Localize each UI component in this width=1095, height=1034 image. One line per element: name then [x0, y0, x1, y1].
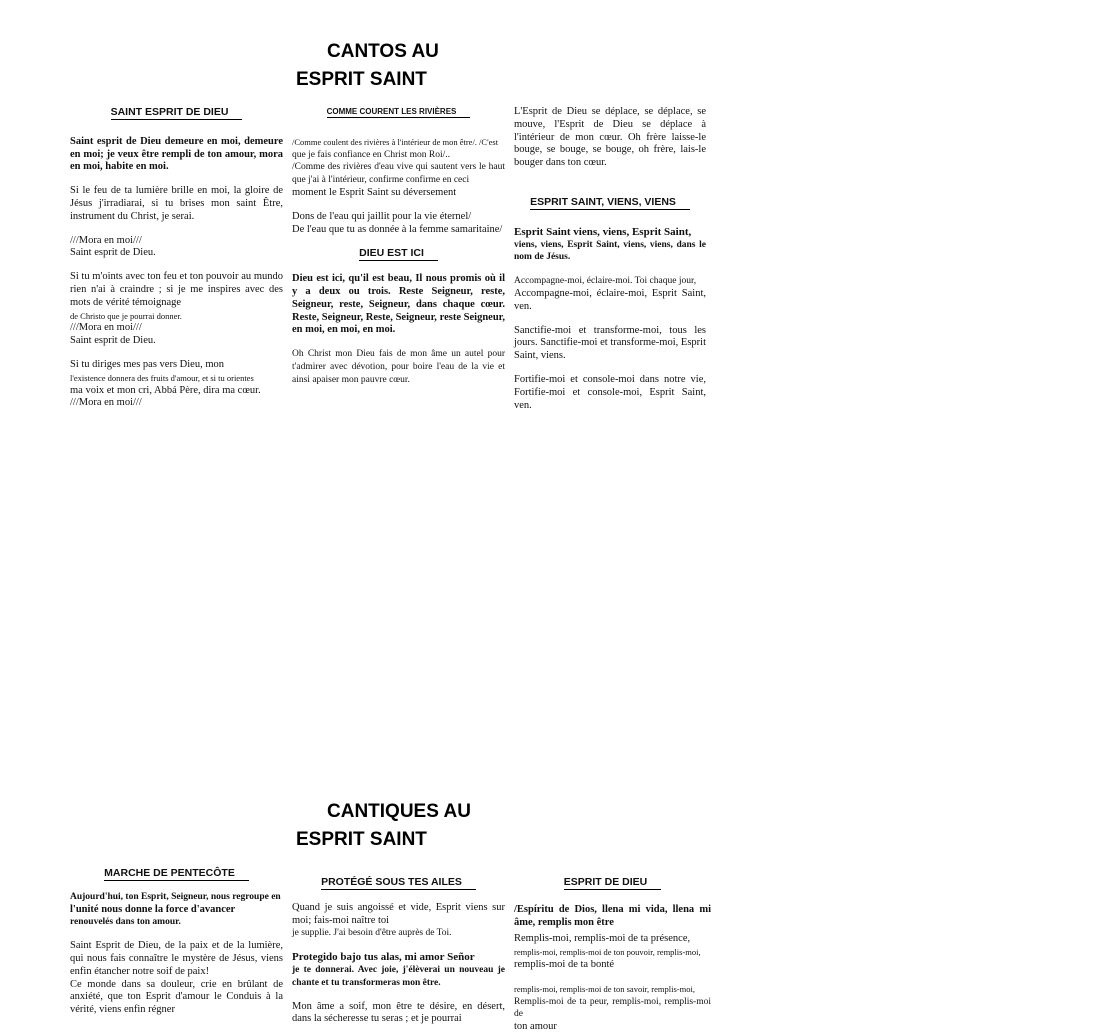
- verse: Ce monde dans sa douleur, crie en brûlant de anxiété, que ton Esprit d'amour le Conduis à la vérité, viens enfin régner: [70, 978, 283, 1016]
- verse: Saint Esprit de Dieu, de la paix et de la lumière, qui nous fais connaître le mystère de Jésus, viens enfin étancher notre soif de paix!: [70, 940, 283, 977]
- verse: Si tu m'oints avec ton feu et ton pouvoir au mundo rien n'ai à craindre ; si je me inspires avec des mots de vérité témoignage: [70, 271, 283, 308]
- verse: /Comme des rivières d'eau vive qui sautent vers le haut que j'ai à l'intérieur, confirme confirme en ceci: [292, 162, 505, 186]
- verse: Accompagne-moi, éclaire-moi. Toi chaque jour,: [514, 276, 697, 287]
- verse: L'Esprit de Dieu se déplace, se déplace, se mouve, l'Esprit de Dieu se déplace à l'intérieur de mon cœur. Oh frère laisse-le bouge, se bouge, se bouge, oh frère, lais-le bouger dans ton cœur.: [514, 106, 706, 169]
- refrain: ///Mora en moi///: [70, 322, 142, 334]
- verse: Mon âme a soif, mon être te désire, en désert, dans la sécheresse tu seras ; et je pourrai: [292, 1000, 505, 1025]
- verse: Sanctifie-moi et transforme-moi, tous les jours. Sanctifie-moi et transforme-moi, Esprit Saint, viens.: [514, 324, 706, 362]
- verse: Si le feu de ta lumière brille en moi, la gloire de Jésus j'irradiarai, si tu brises mon saint Être, instrument du Christ, je serai.: [70, 185, 283, 222]
- bottom-column-3: [514, 876, 711, 1033]
- refrain: Saint esprit de Dieu.: [70, 335, 156, 347]
- verse: je te donnerai. Avec joie, j'élèverai un nouveau je chante et tu transformeras mon être.: [292, 964, 505, 988]
- verse: ton amour: [514, 1021, 557, 1033]
- verse: remplis-moi, remplis-moi de ton savoir, remplis-moi,: [514, 983, 695, 994]
- page-title-line1: CANTOS AU: [327, 41, 439, 62]
- verse: Fortifie-moi et console-moi dans notre vie, Fortifie-moi et console-moi, Esprit Saint, ven.: [514, 373, 706, 411]
- verse: Accompagne-moi, éclaire-moi, Esprit Saint, ven.: [514, 287, 706, 312]
- verse: ma voix et mon cri, Abbá Père, dira ma cœur.: [70, 384, 261, 396]
- verse: Remplis-moi de ta peur, remplis-moi, remplis-moi de: [514, 996, 711, 1020]
- verse: Quand je suis angoissé et vide, Esprit viens sur moi; fais-moi naître toi: [292, 901, 505, 926]
- verse: Si tu diriges mes pas vers Dieu, mon: [70, 358, 224, 370]
- refrain: ///Mora en moi///: [70, 397, 142, 409]
- verse: Oh Christ mon Dieu fais de mon âme un autel pour t'admirer avec dévotion, pour boire l'eau de la vie et ainsi apaiser mon pauvre cœur.: [292, 349, 505, 385]
- top-column-3: [514, 106, 706, 423]
- refrain: ///Mora en moi///: [70, 234, 142, 246]
- refrain: Saint esprit de Dieu.: [70, 247, 156, 259]
- verse: viens, viens, Esprit Saint, viens, viens, dans le nom de Jésus.: [514, 239, 706, 263]
- verse: Protegido bajo tus alas, mi amor Señor: [292, 951, 475, 964]
- bottom-column-1: [70, 867, 283, 1024]
- verse: de Christo que je pourrai donner.: [70, 310, 182, 321]
- verse: Aujourd'hui, ton Esprit, Seigneur, nous regroupe en: [70, 891, 281, 902]
- song-heading: COMME COURENT LES RIVIÈRES: [292, 106, 505, 120]
- section-title-line1: CANTIQUES AU: [327, 801, 471, 822]
- verse: /Comme coulent des rivières à l'intérieur de mon être/. /C'est: [292, 136, 499, 147]
- bottom-column-2: [292, 876, 505, 1024]
- top-column-2: [292, 106, 505, 398]
- song-heading: SAINT ESPRIT DE DIEU: [70, 106, 283, 120]
- verse: Esprit Saint viens, viens, Esprit Saint,: [514, 225, 692, 238]
- section-title-line2: ESPRIT SAINT: [296, 829, 427, 850]
- song-heading: DIEU EST ICI: [292, 247, 505, 261]
- verse: l'unité nous donne la force d'avancer: [70, 903, 236, 915]
- verse: je supplie. J'ai besoin d'être auprès de Toi.: [292, 928, 452, 939]
- verse: que je fais confiance en Christ mon Roi/..: [292, 149, 451, 160]
- verse: Dons de l'eau qui jaillit pour la vie éternel/: [292, 210, 472, 222]
- song-heading: ESPRIT DE DIEU: [514, 876, 711, 890]
- verse: remplis-moi, remplis-moi de ton pouvoir, remplis-moi,: [514, 947, 701, 958]
- page-title-line2: ESPRIT SAINT: [296, 69, 427, 90]
- song-heading: MARCHE DE PENTECÔTE: [70, 867, 283, 881]
- verse: Saint esprit de Dieu demeure en moi, demeure en moi; je veux être rempli de ton amour, mora en moi, habite en moi.: [70, 135, 283, 173]
- verse: De l'eau que tu as donnée à la femme samaritaine/: [292, 223, 503, 235]
- verse: renouvelés dans ton amour.: [70, 917, 181, 928]
- verse: Remplis-moi, remplis-moi de ta présence,: [514, 933, 691, 945]
- song-heading: PROTÉGÉ SOUS TES AILES: [292, 876, 505, 890]
- verse: /Espíritu de Dios, llena mi vida, llena mi âme, remplis mon être: [514, 903, 711, 928]
- verse: l'existence donnera des fruits d'amour, et si tu orientes: [70, 372, 254, 383]
- top-column-1: [70, 106, 283, 421]
- verse: moment le Esprit Saint su déversement: [292, 186, 457, 198]
- song-heading: ESPRIT SAINT, VIENS, VIENS: [514, 196, 706, 210]
- verse: Dieu est ici, qu'il est beau, Il nous promis où il y a deux ou trois. Reste Seigneur, reste, Seigneur, reste, Seigneur, dans chaque cœur. Reste, Seigneur, Reste, Seigneur, reste Seigneur, en moi, en moi, en moi.: [292, 273, 505, 336]
- verse: remplis-moi de ta bonté: [514, 958, 615, 970]
